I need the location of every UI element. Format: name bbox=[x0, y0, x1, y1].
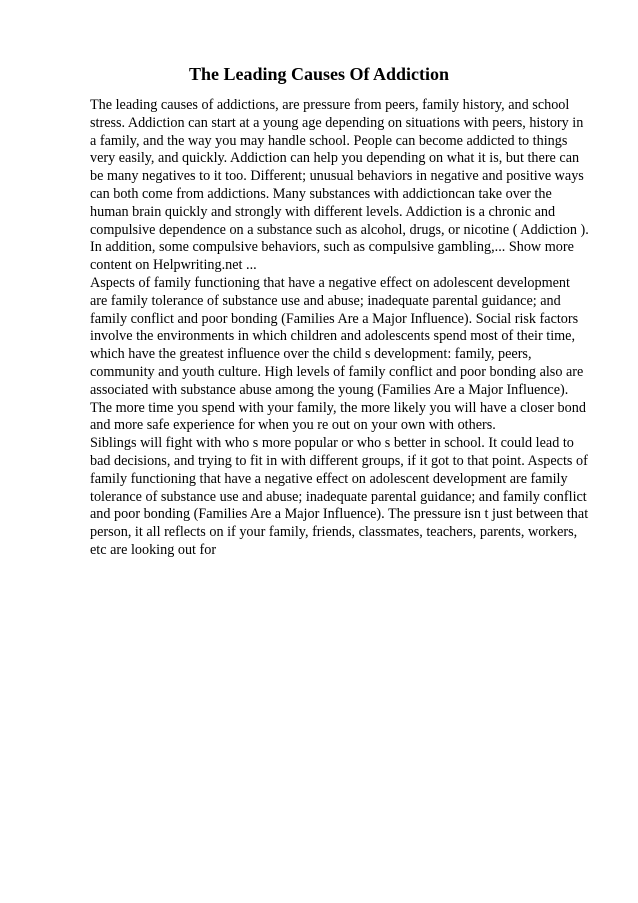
paragraph-3: Siblings will fight with who s more popular or who s better in school. It could lead to bad decisions, and trying to fit in with different groups, if it got to that point. Aspects of family functioning that have a negative effect on adolescent development are family tolerance of substance use and abuse; inadequate parental guidance; and family conflict and poor bonding (Families Are a Major Influence). The pressure isn t just between that person, it all reflects on if your family, friends, classmates, teachers, parents, workers, etc are looking out for bbox=[90, 435, 589, 558]
document-body bbox=[90, 97, 590, 560]
document-title: The Leading Causes Of Addiction bbox=[188, 64, 450, 84]
paragraph-2: Aspects of family functioning that have a negative effect on adolescent development are family tolerance of substance use and abuse; inadequate parental guidance; and family conflict and poor bonding (Families Are a Major Influence). Social risk factors involve the environments in which children and adolescents spend most of their time, which have the greatest influence over the child s development: family, peers, community and youth culture. High levels of family conflict and poor bonding also are associated with substance abuse among the young (Families Are a Major Influence). The more time you spend with your family, the more likely you will have a closer bond and more safe experience for when you re out on your own with others. bbox=[90, 274, 586, 434]
paragraph-1: The leading causes of addictions, are pressure from peers, family history, and school stress. Addiction can start at a young age depending on situations with peers, history in a family, and the way you may handle school. People can become addicted to things very easily, and quickly. Addiction can help you depending on what it is, but there can be many negatives to it too. Different; unusual behaviors in negative and positive ways can both come from addictions. Many substances with addictioncan take over the human brain quickly and strongly with different levels. Addiction is a chronic and compulsive dependence on a substance such as alcohol, drugs, or nicotine ( Addiction ). In addition, some compulsive behaviors, such as compulsive gambling,... Show more content on Helpwriting.net ... bbox=[90, 97, 589, 274]
